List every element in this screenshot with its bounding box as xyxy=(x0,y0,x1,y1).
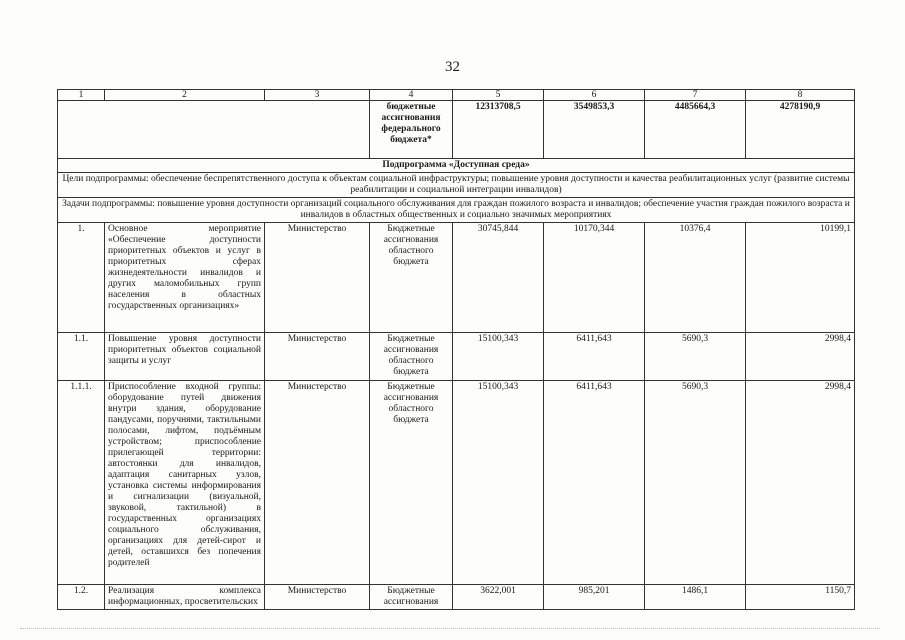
scan-edge xyxy=(20,628,880,630)
goals-row xyxy=(58,173,855,198)
funding-source: Бюджетные ассигнования областного бюджета xyxy=(370,333,453,381)
activity-name: Повышение уровня доступности приоритетных объектов социальной защиты и услуг xyxy=(105,333,265,381)
funding-source: бюджетные ассигнования федерального бюджета* xyxy=(370,101,453,159)
executor: Министерство xyxy=(265,333,370,381)
value-cell: 15100,343 xyxy=(453,381,544,585)
value-cell: 15100,343 xyxy=(453,333,544,381)
funding-source: Бюджетные ассигнования областного бюджета xyxy=(370,223,453,333)
subprogram-title: Подпрограмма «Доступная среда» xyxy=(58,159,855,173)
activity-name: Основное мероприятие «Обеспечение доступности приоритетных объектов и услуг в приоритетных сферах жизнедеятельности инвалидов и других маломобильных групп населения в областных государственных организациях» xyxy=(105,223,265,333)
federal-budget-row xyxy=(58,101,855,159)
value-cell: 985,201 xyxy=(544,585,645,610)
row-number: 1.2. xyxy=(58,585,105,610)
table-row xyxy=(58,585,855,610)
value-cell: 10170,344 xyxy=(544,223,645,333)
funding-source: Бюджетные ассигнования областного бюджета xyxy=(370,381,453,585)
table-row xyxy=(58,333,855,381)
row-number: 1.1. xyxy=(58,333,105,381)
value-cell: 4278190,9 xyxy=(746,101,855,159)
value-cell: 3549853,3 xyxy=(544,101,645,159)
row-number: 1.1.1. xyxy=(58,381,105,585)
activity-name: Приспособление входной группы: оборудование путей движения внутри здания, оборудование пандусами, поручнями, тактильными полосами, лифтом, подъёмным устройством; приспособление прилегающей территории: автостоянки для инвалидов, адаптация санитарных узлов, установка системы информирования и сигнализации (визуальной, звуковой, тактильной) в государственных организациях социального обслуживания, организациях для детей-сирот и детей, оставшихся без попечения родителей xyxy=(105,381,265,585)
activity-name: Реализация комплекса информационных, просветительских xyxy=(105,585,265,610)
column-header: 5 xyxy=(453,90,544,101)
table-row xyxy=(58,381,855,585)
column-header: 4 xyxy=(370,90,453,101)
value-cell: 6411,643 xyxy=(544,381,645,585)
subprogram-goals: Цели подпрограммы: обеспечение беспрепятственного доступа к объектам социальной инфраструктуры; повышение уровня доступности и качества реабилитационных услуг (развитие системы реабилитации и социальной интеграции инвалидов) xyxy=(58,173,855,198)
value-cell: 6411,643 xyxy=(544,333,645,381)
value-cell: 10199,1 xyxy=(746,223,855,333)
value-cell: 12313708,5 xyxy=(453,101,544,159)
executor: Министерство xyxy=(265,381,370,585)
subprogram-title-row xyxy=(58,159,855,173)
empty-cell xyxy=(58,101,370,159)
value-cell: 1486,1 xyxy=(645,585,746,610)
column-header: 1 xyxy=(58,90,105,101)
value-cell: 3622,001 xyxy=(453,585,544,610)
column-header: 8 xyxy=(746,90,855,101)
page-number: 32 xyxy=(445,59,460,75)
program-table xyxy=(57,89,855,610)
value-cell: 5690,3 xyxy=(645,333,746,381)
executor: Министерство xyxy=(265,223,370,333)
value-cell: 2998,4 xyxy=(746,381,855,585)
funding-source: Бюджетные ассигнования xyxy=(370,585,453,610)
executor: Министерство xyxy=(265,585,370,610)
value-cell: 10376,4 xyxy=(645,223,746,333)
column-header: 2 xyxy=(105,90,265,101)
value-cell: 5690,3 xyxy=(645,381,746,585)
table-row xyxy=(58,223,855,333)
column-number-row xyxy=(58,90,855,101)
value-cell: 2998,4 xyxy=(746,333,855,381)
value-cell: 4485664,3 xyxy=(645,101,746,159)
value-cell: 1150,7 xyxy=(746,585,855,610)
column-header: 7 xyxy=(645,90,746,101)
tasks-row xyxy=(58,198,855,223)
subprogram-tasks: Задачи подпрограммы: повышение уровня доступности организаций социального обслуживания для граждан пожилого возраста и инвалидов; обеспечение участия граждан пожилого возраста и инвалидов в областных общественных и социально значимых мероприятиях xyxy=(58,198,855,223)
row-number: 1. xyxy=(58,223,105,333)
column-header: 6 xyxy=(544,90,645,101)
value-cell: 30745,844 xyxy=(453,223,544,333)
column-header: 3 xyxy=(265,90,370,101)
